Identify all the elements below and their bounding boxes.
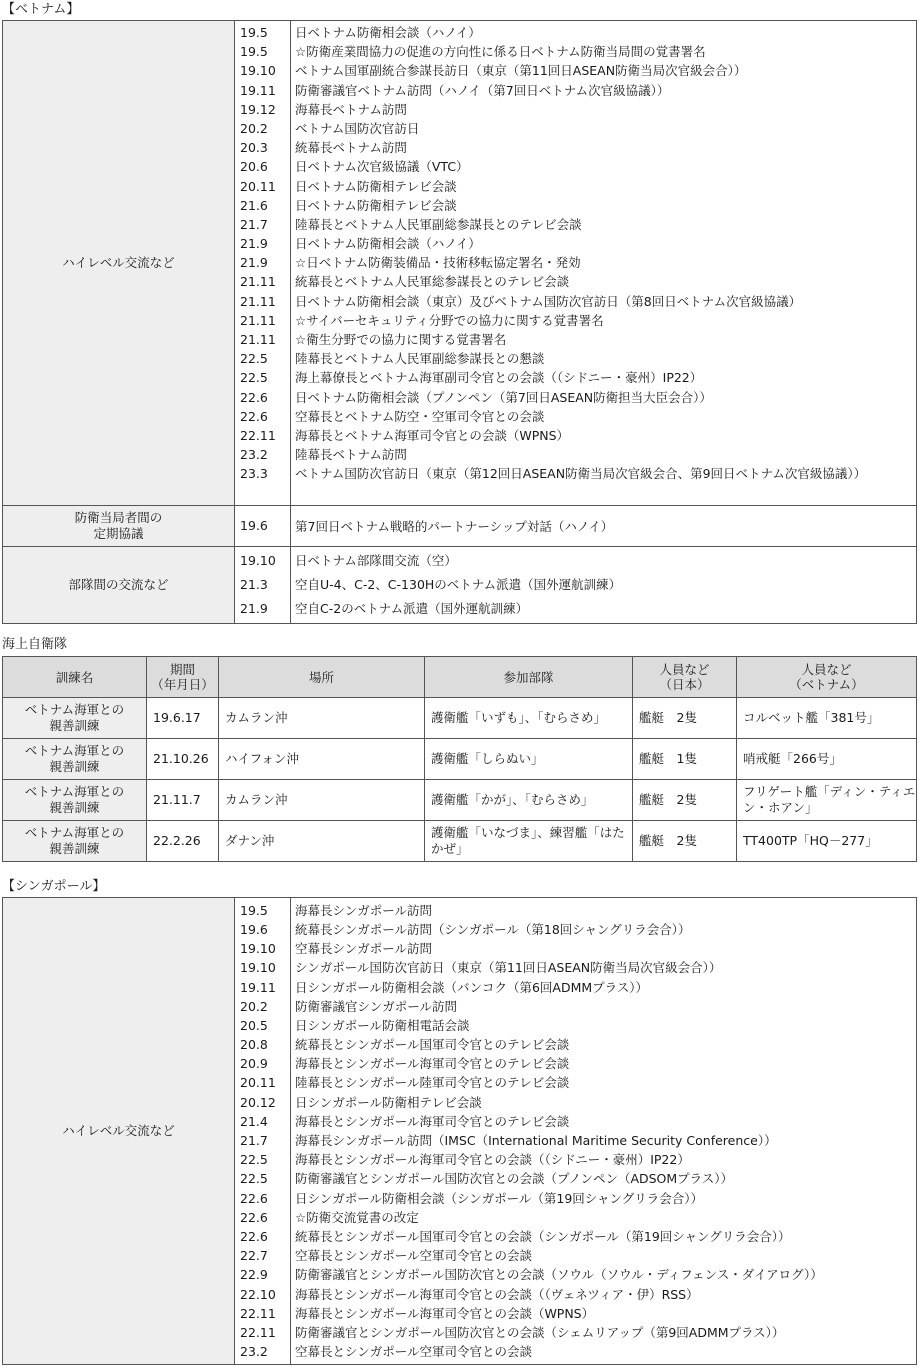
header-personnel-vietnam-line2: （ベトナム） bbox=[789, 677, 864, 692]
event-text: 日ベトナム防衛相会談（ハノイ） bbox=[295, 236, 481, 252]
event-text: 日シンガポール防衛相会談（シンガポール（第19回シャングリラ会合）） bbox=[295, 1190, 704, 1206]
singapore-highlevel-texts bbox=[291, 898, 917, 1365]
vietnam-units-dates bbox=[235, 546, 291, 623]
vietnam-highlevel-category: ハイレベル交流など bbox=[3, 21, 235, 506]
event-text: 統幕長とシンガポール国軍司令官との会談（シンガポール（第19回シャングリラ会合）） bbox=[295, 1228, 791, 1244]
event-text: ☆防衛産業間協力の促進の方向性に係る日ベトナム防衛当局間の覚書署名 bbox=[295, 44, 706, 60]
training-units: 護衛艦「しらぬい」 bbox=[425, 739, 633, 780]
vietnam-heading: 【ベトナム】 bbox=[2, 2, 80, 17]
singapore-highlevel-dates bbox=[235, 898, 291, 1365]
msdf-header-row bbox=[3, 657, 917, 698]
event-date: 20.8 bbox=[240, 1037, 268, 1053]
vietnam-regular-category bbox=[3, 505, 235, 546]
training-units: 護衛艦「いずも」、「むらさめ」 bbox=[425, 698, 633, 739]
header-personnel-japan bbox=[633, 657, 737, 698]
training-place: カムラン沖 bbox=[219, 698, 425, 739]
vietnam-table bbox=[2, 20, 917, 624]
vietnam-regular-category-line2: 定期協議 bbox=[93, 525, 144, 541]
event-date: 22.11 bbox=[240, 1324, 276, 1340]
header-personnel-japan-line1: 人員など bbox=[659, 662, 710, 677]
singapore-highlevel-category: ハイレベル交流など bbox=[3, 898, 235, 1365]
event-text: ☆防衛交流覚書の改定 bbox=[295, 1209, 419, 1225]
header-units: 参加部隊 bbox=[425, 657, 633, 698]
event-text: 陸幕長ベトナム訪問 bbox=[295, 447, 407, 463]
training-period: 21.10.26 bbox=[147, 739, 219, 780]
training-name-line1: ベトナム海軍との bbox=[24, 784, 125, 799]
event-date: 20.6 bbox=[240, 159, 268, 175]
training-period: 22.2.26 bbox=[147, 821, 219, 862]
training-units: 護衛艦「いなづま」、練習艦「はたかぜ」 bbox=[425, 821, 633, 862]
event-date: 22.6 bbox=[240, 1228, 268, 1244]
event-text: 陸幕長とシンガポール陸軍司令官とのテレビ会談 bbox=[295, 1075, 570, 1091]
event-text: 海幕長とシンガポール海軍司令官とのテレビ会談 bbox=[295, 1056, 570, 1072]
vietnam-regular-category-line1: 防衛当局者間の bbox=[74, 509, 163, 525]
training-personnel-vietnam: 哨戒艇「266号」 bbox=[737, 739, 917, 780]
event-text: 海幕長とシンガポール海軍司令官とのテレビ会談 bbox=[295, 1113, 570, 1129]
training-personnel-vietnam: TT400TP「HQ－277」 bbox=[737, 821, 917, 862]
event-date: 19.6 bbox=[240, 921, 268, 937]
event-date: 21.9 bbox=[240, 600, 268, 616]
event-text: 空幕長とシンガポール空軍司令官との会談 bbox=[295, 1248, 532, 1264]
event-text: 日シンガポール防衛相会談（バンコク（第6回ADMMプラス）） bbox=[295, 979, 649, 995]
event-date: 20.2 bbox=[240, 120, 268, 136]
training-personnel-vietnam: フリゲート艦「ディン・ティエン・ホアン」 bbox=[737, 780, 917, 821]
event-date: 22.5 bbox=[240, 1171, 268, 1187]
event-text: 海幕長ベトナム訪問 bbox=[295, 101, 407, 117]
event-date: 21.11 bbox=[240, 274, 276, 290]
event-text: 日ベトナム防衛相会談（プノンペン（第7回日ASEAN防衛担当大臣会合）） bbox=[295, 389, 712, 405]
event-date: 21.7 bbox=[240, 216, 268, 232]
event-text: 防衛審議官とシンガポール国防次官との会談（プノンペン（ADSOMプラス）） bbox=[295, 1171, 734, 1187]
event-text: ☆サイバーセキュリティ分野での協力に関する覚書署名 bbox=[295, 312, 604, 328]
event-text: 空自C-2のベトナム派遣（国外運航訓練） bbox=[295, 600, 529, 616]
header-personnel-japan-line2: （日本） bbox=[659, 677, 710, 692]
event-date: 22.5 bbox=[240, 370, 268, 386]
training-name-line2: 親善訓練 bbox=[49, 841, 100, 856]
msdf-training-table bbox=[2, 656, 917, 862]
training-name bbox=[3, 821, 147, 862]
training-personnel-japan: 艦艇 1隻 bbox=[633, 739, 737, 780]
vietnam-highlevel-texts bbox=[291, 21, 917, 506]
event-text: 陸幕長とベトナム人民軍副総参謀長との懇談 bbox=[295, 351, 545, 367]
event-text: 統幕長シンガポール訪問（シンガポール（第18回シャングリラ会合）） bbox=[295, 921, 691, 937]
event-text: 日ベトナム防衛相テレビ会談 bbox=[295, 197, 457, 213]
singapore-highlevel-row bbox=[3, 898, 917, 1365]
event-date: 19.11 bbox=[240, 979, 276, 995]
event-date: 21.11 bbox=[240, 293, 276, 309]
event-text: 統幕長とシンガポール国軍司令官とのテレビ会談 bbox=[295, 1037, 570, 1053]
event-date: 22.5 bbox=[240, 1152, 268, 1168]
header-place: 場所 bbox=[219, 657, 425, 698]
header-period-line1: 期間 bbox=[169, 662, 195, 677]
event-date: 19.10 bbox=[240, 960, 276, 976]
event-date: 22.7 bbox=[240, 1248, 268, 1264]
training-place: ダナン沖 bbox=[219, 821, 425, 862]
training-name-line2: 親善訓練 bbox=[49, 718, 100, 733]
event-text: 空幕長とシンガポール空軍司令官との会談 bbox=[295, 1344, 532, 1360]
event-text: 防衛審議官シンガポール訪問 bbox=[295, 998, 457, 1014]
training-personnel-japan: 艦艇 2隻 bbox=[633, 821, 737, 862]
header-personnel-vietnam bbox=[737, 657, 917, 698]
vietnam-regular-text: 第7回日ベトナム戦略的パートナーシップ対話（ハノイ） bbox=[291, 505, 917, 546]
event-text: 防衛審議官とシンガポール国防次官との会談（ソウル（ソウル・ディフェンス・ダイアログ）） bbox=[295, 1267, 823, 1283]
event-text: 海幕長とシンガポール海軍司令官との会談（（シドニー・豪州）IP22） bbox=[295, 1152, 690, 1168]
event-date: 19.12 bbox=[240, 101, 276, 117]
event-date: 19.11 bbox=[240, 82, 276, 98]
event-date: 22.11 bbox=[240, 427, 276, 443]
singapore-heading: 【シンガポール】 bbox=[2, 879, 106, 894]
vietnam-regular-date: 19.6 bbox=[235, 505, 291, 546]
event-date: 23.2 bbox=[240, 1344, 268, 1360]
vietnam-highlevel-dates bbox=[235, 21, 291, 506]
event-date: 23.3 bbox=[240, 466, 268, 482]
event-date: 22.10 bbox=[240, 1286, 276, 1302]
event-date: 22.11 bbox=[240, 1305, 276, 1321]
event-date: 22.9 bbox=[240, 1267, 268, 1283]
training-place: ハイフォン沖 bbox=[219, 739, 425, 780]
event-date: 19.5 bbox=[240, 44, 268, 60]
event-text: ☆日ベトナム防衛装備品・技術移転協定署名・発効 bbox=[295, 255, 581, 271]
vietnam-regular-row bbox=[3, 505, 917, 546]
event-date: 20.2 bbox=[240, 998, 268, 1014]
vietnam-units-row bbox=[3, 546, 917, 623]
event-text: 防衛審議官ベトナム訪問（ハノイ（第7回日ベトナム次官級協議）） bbox=[295, 82, 670, 98]
event-text: 日ベトナム部隊間交流（空） bbox=[295, 552, 457, 568]
event-text: 海幕長とシンガポール海軍司令官との会談（（ヴェネツィア・伊）RSS） bbox=[295, 1286, 699, 1302]
event-text: 日ベトナム防衛相会談（ハノイ） bbox=[295, 25, 481, 40]
event-date: 20.3 bbox=[240, 140, 268, 156]
event-text: ベトナム国防次官訪日 bbox=[295, 120, 420, 136]
training-name-line1: ベトナム海軍との bbox=[24, 702, 125, 717]
training-personnel-japan: 艦艇 2隻 bbox=[633, 780, 737, 821]
event-date: 23.2 bbox=[240, 447, 268, 463]
event-date: 21.6 bbox=[240, 197, 268, 213]
training-period: 19.6.17 bbox=[147, 698, 219, 739]
header-period-line2: （年月日） bbox=[151, 677, 214, 692]
event-text: 空幕長とベトナム防空・空軍司令官との会談 bbox=[295, 408, 545, 424]
event-text: 日ベトナム次官級協議（VTC） bbox=[295, 159, 469, 175]
training-name-line1: ベトナム海軍との bbox=[24, 825, 125, 840]
event-text: 日ベトナム防衛相テレビ会談 bbox=[295, 178, 457, 194]
event-text: 日シンガポール防衛相電話会談 bbox=[295, 1017, 470, 1033]
training-name bbox=[3, 780, 147, 821]
msdf-heading: 海上自衛隊 bbox=[2, 637, 68, 652]
event-date: 21.11 bbox=[240, 312, 276, 328]
event-date: 20.9 bbox=[240, 1056, 268, 1072]
table-row bbox=[3, 821, 917, 862]
training-place: カムラン沖 bbox=[219, 780, 425, 821]
event-text: 統幕長ベトナム訪問 bbox=[295, 140, 407, 156]
header-period bbox=[147, 657, 219, 698]
event-text: 海幕長シンガポール訪問（IMSC（International Maritime Security Conference）） bbox=[295, 1133, 777, 1148]
header-training-name: 訓練名 bbox=[3, 657, 147, 698]
event-text: 空自U-4、C-2、C-130Hのベトナム派遣（国外運航訓練） bbox=[295, 576, 622, 592]
event-date: 21.7 bbox=[240, 1133, 268, 1148]
event-text: ☆衛生分野での協力に関する覚書署名 bbox=[295, 332, 507, 347]
event-date: 19.10 bbox=[240, 941, 276, 957]
training-name-line2: 親善訓練 bbox=[49, 800, 100, 815]
event-date: 22.6 bbox=[240, 1190, 268, 1206]
header-personnel-vietnam-line1: 人員など bbox=[801, 662, 852, 677]
event-text: 日ベトナム防衛相会談（東京）及びベトナム国防次官訪日（第8回日ベトナム次官級協議） bbox=[295, 293, 802, 309]
event-text: 防衛審議官とシンガポール国防次官との会談（シェムリアップ（第9回ADMMプラス）） bbox=[295, 1324, 785, 1340]
event-date: 22.6 bbox=[240, 1209, 268, 1225]
event-date: 21.4 bbox=[240, 1113, 268, 1129]
training-personnel-vietnam: コルベット艦「381号」 bbox=[737, 698, 917, 739]
event-date: 22.6 bbox=[240, 408, 268, 424]
table-row bbox=[3, 698, 917, 739]
event-date: 21.9 bbox=[240, 255, 268, 271]
training-name-line2: 親善訓練 bbox=[49, 759, 100, 774]
event-date: 20.12 bbox=[240, 1094, 276, 1110]
event-date: 19.10 bbox=[240, 63, 276, 79]
training-name-line1: ベトナム海軍との bbox=[24, 743, 125, 758]
training-name bbox=[3, 739, 147, 780]
event-date: 19.5 bbox=[240, 902, 268, 918]
event-date: 21.3 bbox=[240, 576, 268, 592]
event-text: 陸幕長とベトナム人民軍副総参謀長とのテレビ会談 bbox=[295, 216, 582, 232]
training-name bbox=[3, 698, 147, 739]
event-date: 20.5 bbox=[240, 1017, 268, 1033]
vietnam-units-texts bbox=[291, 546, 917, 623]
event-date: 22.5 bbox=[240, 351, 268, 367]
training-personnel-japan: 艦艇 2隻 bbox=[633, 698, 737, 739]
event-text: 空幕長シンガポール訪問 bbox=[295, 941, 432, 957]
event-text: ベトナム国軍副統合参謀長訪日（東京（第11回日ASEAN防衛当局次官級会合）） bbox=[295, 63, 747, 79]
event-date: 22.6 bbox=[240, 389, 268, 405]
event-date: 20.11 bbox=[240, 1075, 276, 1091]
event-date: 21.9 bbox=[240, 236, 268, 252]
event-date: 20.11 bbox=[240, 178, 276, 194]
event-text: 統幕長とベトナム人民軍総参謀長とのテレビ会談 bbox=[295, 274, 570, 290]
training-units: 護衛艦「かが」、「むらさめ」 bbox=[425, 780, 633, 821]
event-text: 海上幕僚長とベトナム海軍副司令官との会談（（シドニー・豪州）IP22） bbox=[295, 370, 703, 386]
vietnam-units-category: 部隊間の交流など bbox=[3, 546, 235, 623]
event-date: 21.11 bbox=[240, 332, 276, 347]
event-date: 19.5 bbox=[240, 25, 268, 40]
event-text: シンガポール国防次官訪日（東京（第11回日ASEAN防衛当局次官級会合）） bbox=[295, 960, 722, 976]
table-row bbox=[3, 780, 917, 821]
event-text: 日シンガポール防衛相テレビ会談 bbox=[295, 1094, 482, 1110]
event-text: 海幕長とシンガポール海軍司令官との会談（WPNS） bbox=[295, 1305, 595, 1321]
singapore-table bbox=[2, 897, 917, 1365]
event-text: ベトナム国防次官訪日（東京（第12回日ASEAN防衛当局次官級会合、第9回日ベトナム次官級協議）） bbox=[295, 466, 867, 482]
event-text: 海幕長シンガポール訪問 bbox=[295, 902, 432, 918]
event-text: 海幕長とベトナム海軍司令官との会談（WPNS） bbox=[295, 427, 570, 443]
table-row bbox=[3, 739, 917, 780]
vietnam-highlevel-row bbox=[3, 21, 917, 506]
event-date: 19.10 bbox=[240, 552, 276, 568]
training-period: 21.11.7 bbox=[147, 780, 219, 821]
